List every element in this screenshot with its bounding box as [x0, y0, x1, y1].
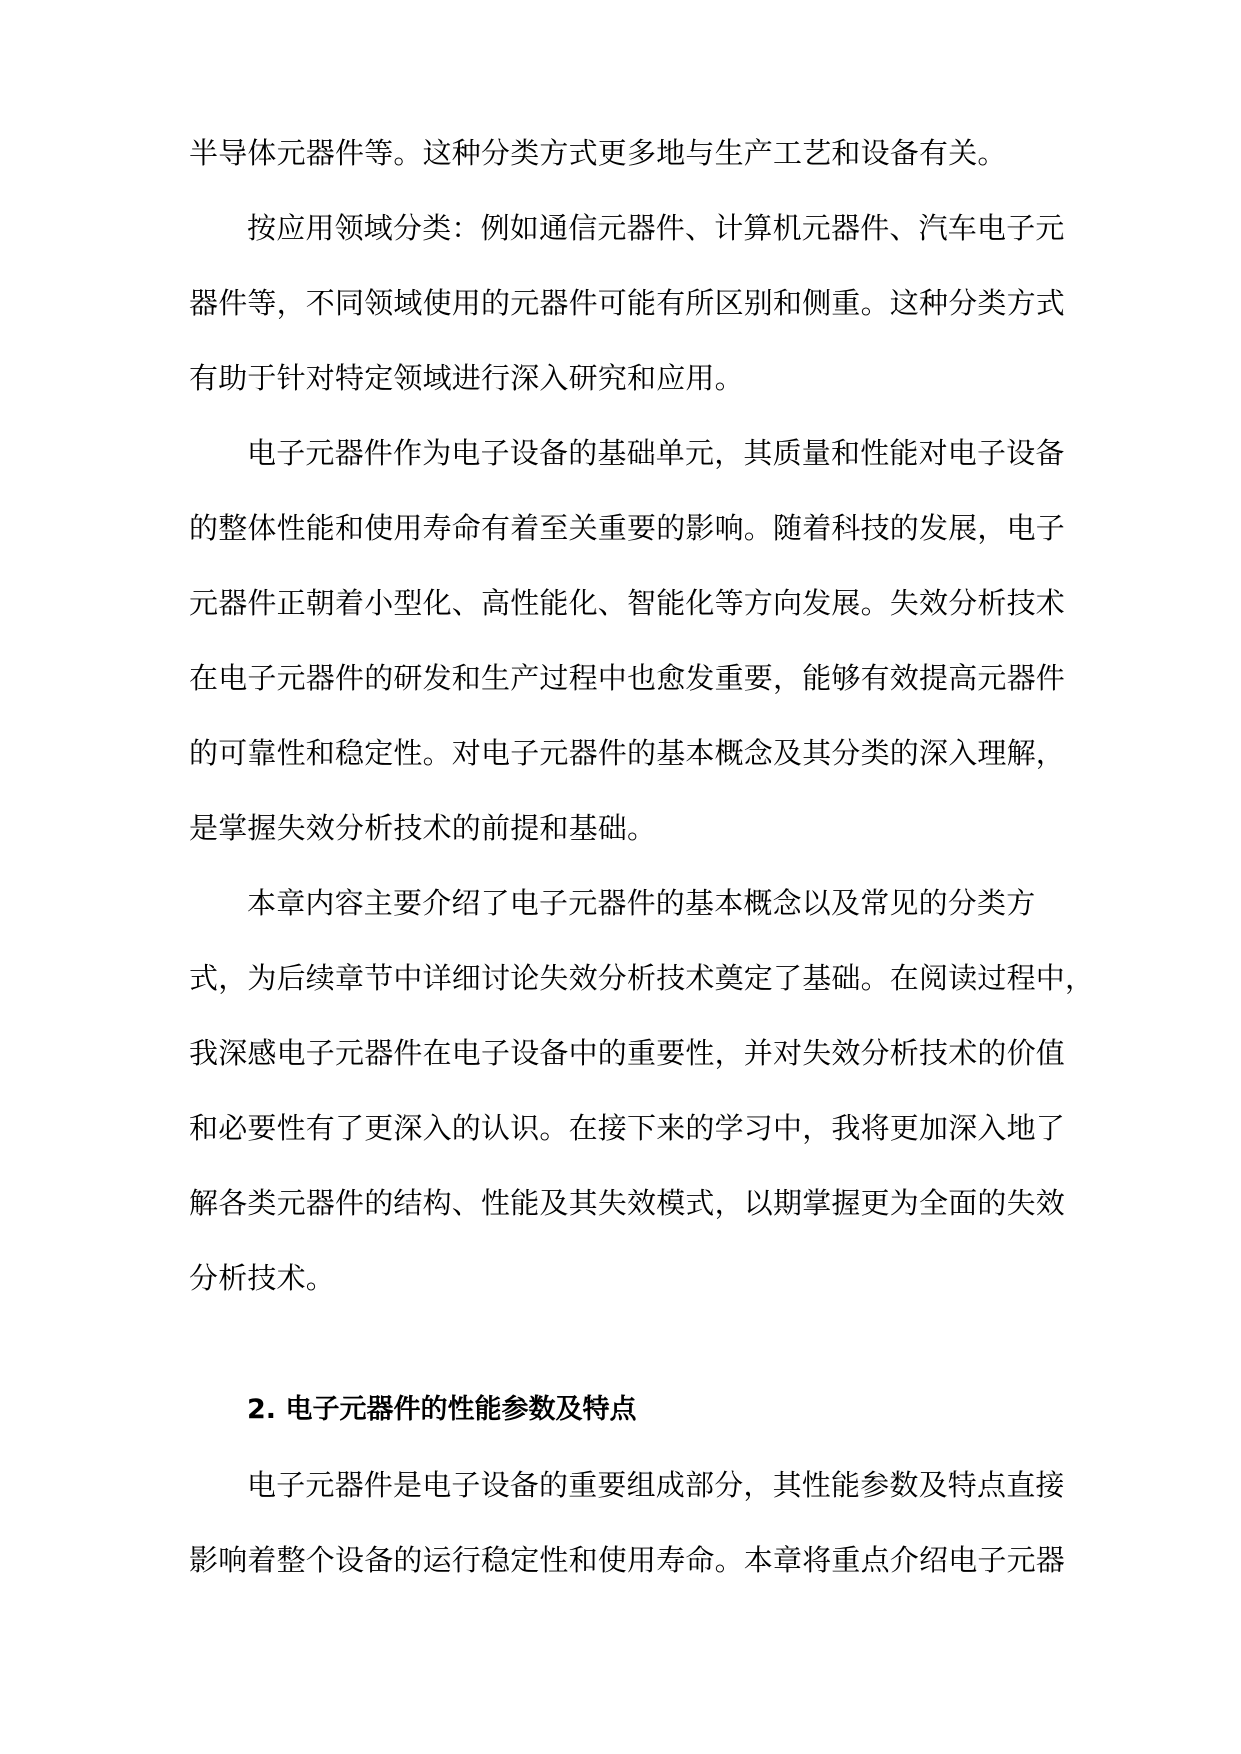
body-text-line: 元器件正朝着小型化、高性能化、智能化等方向发展。失效分析技术 [189, 586, 1066, 620]
body-text-line: 器件等，不同领域使用的元器件可能有所区别和侧重。这种分类方式 [189, 286, 1066, 320]
body-text-line: 有助于针对特定领域进行深入研究和应用。 [189, 361, 744, 395]
body-text-line: 和必要性有了更深入的认识。在接下来的学习中，我将更加深入地了 [189, 1111, 1066, 1145]
body-text-line: 本章内容主要介绍了电子元器件的基本概念以及常见的分类方 [247, 886, 1036, 920]
body-text-line: 按应用领域分类：例如通信元器件、计算机元器件、汽车电子元 [247, 211, 1065, 245]
body-text-line: 电子元器件是电子设备的重要组成部分，其性能参数及特点直接 [247, 1468, 1065, 1502]
body-text-line: 分析技术。 [189, 1261, 336, 1295]
body-text-line: 的整体性能和使用寿命有着至关重要的影响。随着科技的发展，电子 [189, 511, 1066, 545]
body-text-line: 是掌握失效分析技术的前提和基础。 [189, 811, 657, 845]
body-text-line: 式，为后续章节中详细讨论失效分析技术奠定了基础。在阅读过程中， [189, 961, 1095, 995]
body-text-line: 解各类元器件的结构、性能及其失效模式，以期掌握更为全面的失效 [189, 1186, 1066, 1220]
section-heading: 2. 电子元器件的性能参数及特点 [247, 1394, 637, 1425]
body-text-line: 我深感电子元器件在电子设备中的重要性，并对失效分析技术的价值 [189, 1036, 1066, 1070]
body-text-line: 的可靠性和稳定性。对电子元器件的基本概念及其分类的深入理解， [189, 736, 1066, 770]
body-text-line: 影响着整个设备的运行稳定性和使用寿命。本章将重点介绍电子元器 [189, 1543, 1066, 1577]
body-text-line: 半导体元器件等。这种分类方式更多地与生产工艺和设备有关。 [189, 136, 1007, 170]
body-text-line: 电子元器件作为电子设备的基础单元，其质量和性能对电子设备 [247, 436, 1065, 470]
body-text-line: 在电子元器件的研发和生产过程中也愈发重要，能够有效提高元器件 [189, 661, 1066, 695]
